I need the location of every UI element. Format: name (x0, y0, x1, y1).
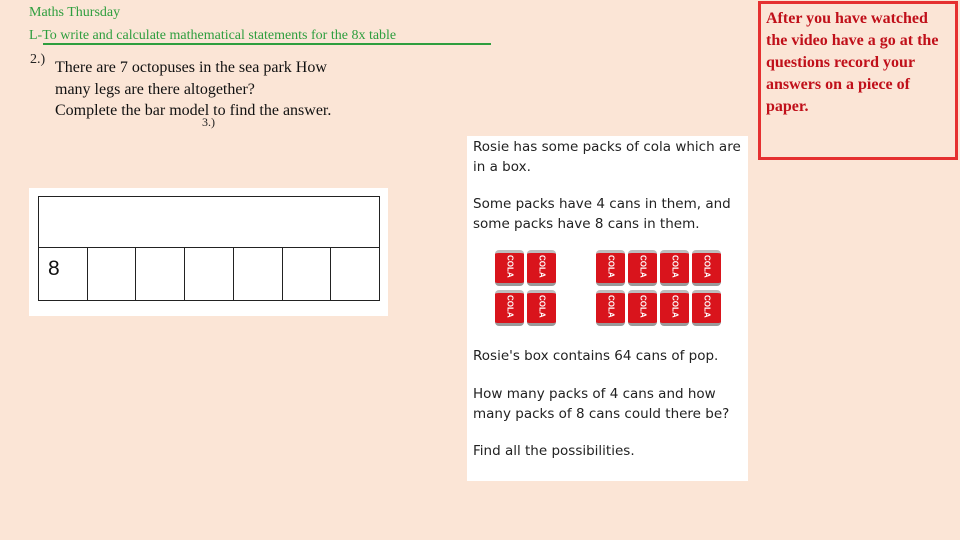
bar-model-cell[interactable] (234, 248, 283, 300)
cola-can-icon: COLA (660, 290, 689, 326)
bar-model-cell[interactable] (136, 248, 185, 300)
bar-model-cell[interactable] (185, 248, 234, 300)
lesson-title: Maths Thursday (29, 5, 121, 20)
question-2-text (55, 57, 331, 122)
cola-can-icon: COLA (628, 250, 657, 286)
bar-model (29, 188, 388, 316)
cola-cans-illustration (495, 250, 727, 332)
cola-can-icon: COLA (692, 250, 721, 286)
problem-total: Rosie's box contains 64 cans of pop. (473, 348, 719, 364)
cola-can-icon: COLA (596, 290, 625, 326)
cola-can-icon: COLA (628, 290, 657, 326)
bar-model-cell[interactable]: 8 (39, 248, 88, 300)
question-2-line: There are 7 octopuses in the sea park How (55, 59, 327, 76)
cola-can-icon: COLA (527, 290, 556, 326)
question-2-number: 2.) (30, 52, 46, 67)
objective-underline (43, 43, 491, 45)
problem-instruction: Find all the possibilities. (473, 443, 635, 459)
bar-model-cell[interactable] (283, 248, 332, 300)
bar-model-cell[interactable] (331, 248, 379, 300)
cola-can-icon: COLA (495, 250, 524, 286)
instruction-note-text: After you have watched the video have a go at the questions record your answers on a piece of paper. (766, 10, 939, 115)
cola-problem-card (467, 136, 748, 481)
problem-intro: Rosie has some packs of cola which are in a box. (473, 139, 741, 175)
bar-model-cell[interactable] (88, 248, 137, 300)
bar-model-parts (38, 248, 380, 301)
instruction-note-box (758, 1, 958, 160)
cola-can-icon: COLA (596, 250, 625, 286)
cola-can-icon: COLA (527, 250, 556, 286)
learning-objective: L-To write and calculate mathematical statements for the 8x table (29, 28, 397, 43)
problem-packs: Some packs have 4 cans in them, and some packs have 8 cans in them. (473, 196, 731, 232)
cola-can-icon: COLA (692, 290, 721, 326)
bar-model-whole[interactable] (38, 196, 380, 248)
question-2-line: Complete the bar model to find the answer. (55, 102, 332, 119)
question-3-number: 3.) (202, 115, 215, 129)
cola-can-icon: COLA (660, 250, 689, 286)
cola-can-icon: COLA (495, 290, 524, 326)
problem-question: How many packs of 4 cans and how many packs of 8 cans could there be? (473, 386, 730, 422)
question-2-line: many legs are there altogether? (55, 80, 255, 98)
